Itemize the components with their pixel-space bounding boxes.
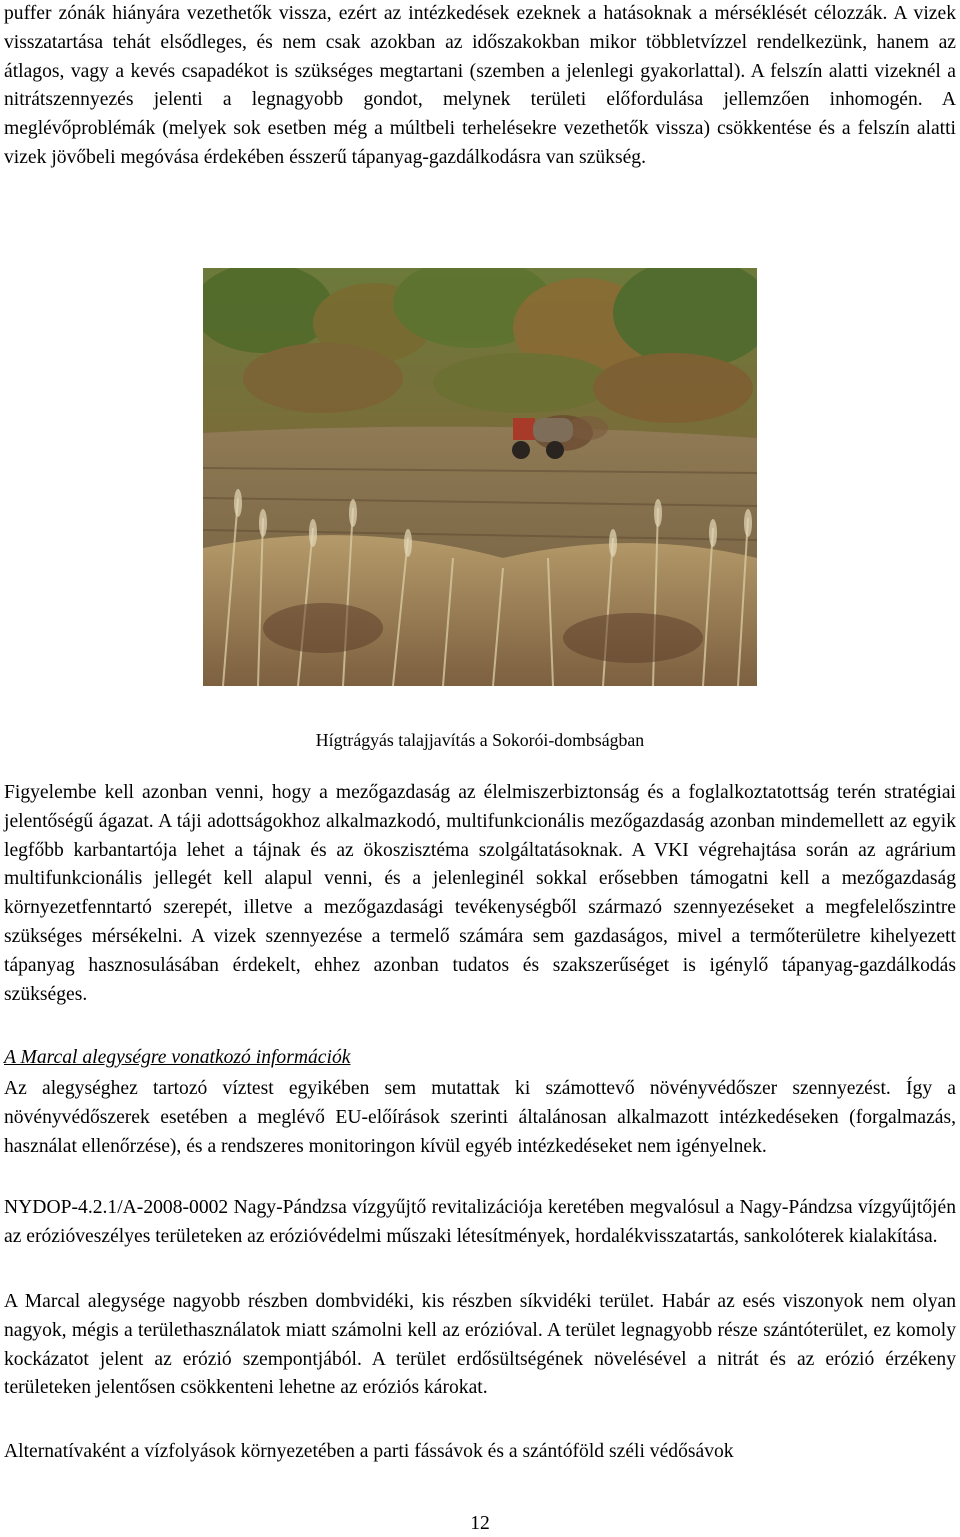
intro-paragraph: puffer zónák hiányára vezethetők vissza, ezért az intézkedések ezeknek a hatásoknak a mérséklését célozzák. A vizek visszatartása tehát elsődleges, és nem csak azokban az időszakokban mikor többletvízzel rendelkezünk, hanem az átlagos, vagy a kevés csapadékot is szükséges megtartani (szemben a jelenlegi gyakorlattal). A felszín alatti vizeknél a nitrátszennyezés jelenti a legnagyobb gondot, melynek területi előfordulása jellemzően inhomogén. A meglévőproblémák (melyek sok esetben még a múltbeli terhelésekre vezethetők vissza) csökkentése és a felszín alatti vizek jövőbeli megóvása érdekében ésszerű tápanyag-gazdálkodásra van szükség. [4, 3, 956, 168]
erosion-paragraph: A Marcal alegysége nagyobb részben dombvidéki, kis részben síkvidéki terület. Habár az esés viszonyok nem olyan nagyok, mégis a területhasználatok miatt számolni kell az erózióval. A terület legnagyobb része szántóterület, ez komoly kockázatot jelent az erózió szempontjából. A terület erdősültségének növelésével a nitrát és az erózió érzékeny területeken jelentősen csökkenteni lehetne az eróziós károkat. [4, 1291, 956, 1399]
alternative-paragraph: Alternatívaként a vízfolyások környezetében a parti fássávok és a szántóföld széli védősávok [4, 1441, 734, 1462]
field-photo [203, 268, 757, 686]
project-paragraph: NYDOP-4.2.1/A-2008-0002 Nagy-Pándzsa vízgyűjtő revitalizációja keretében megvalósul a Nagy-Pándzsa vízgyűjtőjén az erózióveszélyes területeken az erózióvédelmi műszaki létesítmények, hordalékvisszatartás, sankolóterek kialakítása. [4, 1197, 956, 1247]
page-number: 12 [470, 1513, 490, 1534]
agriculture-paragraph: Figyelembe kell azonban venni, hogy a mezőgazdaság az élelmiszerbiztonság és a foglalkoztatottság terén stratégiai jelentőségű ágazat. A táji adottságokhoz alkalmazkodó, multifunkcionális mezőgazdaság azonban mindemellett az egyik legfőbb karbantartója lehet a tájnak és az ökoszisztéma szolgáltatásoknak. A VKI végrehajtása során az agrárium multifunkcionális jellegét kell alapul venni, és a jelenleginél sokkal erősebben támogatni kell a mezőgazdaság környezetfenntartó szerepét, illetve a mezőgazdasági tevékenységből származó szennyezéseket a megfelelőszintre szükséges mérsékelni. A vizek szennyezése a termelő számára sem gazdaságos, mivel a termőterületre kihelyezett tápanyag hasznosulásában érdekelt, ehhez azonban tudatos és szakszerűséget is igénylő tápanyag-gazdálkodás szükséges. [4, 782, 956, 1005]
section-heading: A Marcal alegységre vonatkozó információk [4, 1047, 351, 1068]
figure-caption: Hígtrágyás talajjavítás a Sokorói-dombságban [315, 730, 645, 750]
pesticides-paragraph: Az alegységhez tartozó víztest egyikében sem mutattak ki számottevő növényvédőszer szennyezést. Így a növényvédőszerek esetében a meglévő EU-előírások szerinti általánosan alkalmazott intézkedéseken (forgalmazás, használat ellenőrzése), és a rendszeres monitoringon kívül egyéb intézkedéseket nem igényelnek. [4, 1078, 956, 1157]
